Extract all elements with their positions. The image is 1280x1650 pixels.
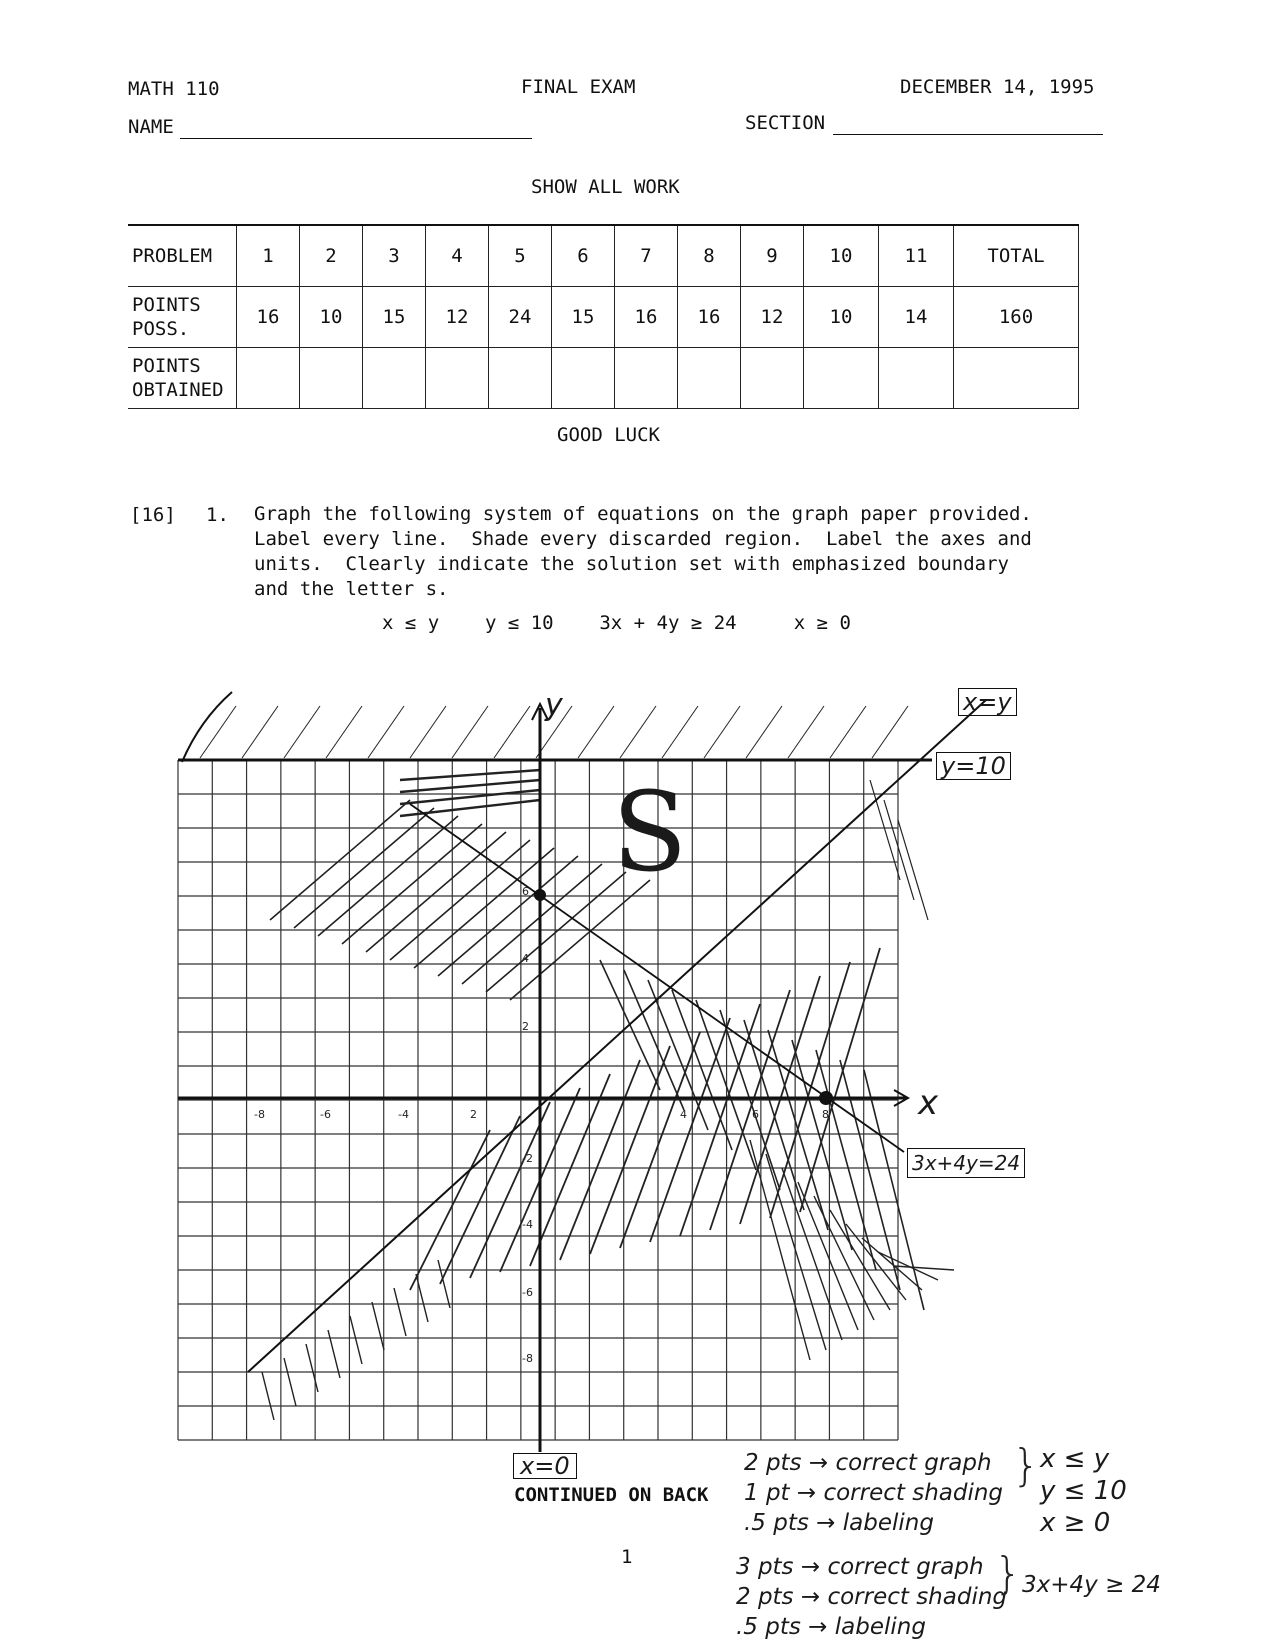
points-possible-cell: 12 <box>741 287 804 348</box>
hatch-stroke <box>494 706 530 758</box>
x-tick-label: -6 <box>320 1108 331 1121</box>
hatch-stroke <box>470 1102 550 1278</box>
grading-inequality: 3x+4y ≥ 24 <box>1022 1572 1161 1598</box>
y-tick-label: -6 <box>522 1286 533 1299</box>
hatch-stroke <box>200 706 236 758</box>
x-tick-label: -4 <box>398 1108 409 1121</box>
points-label-line1: POINTS <box>132 294 201 316</box>
good-luck: GOOD LUCK <box>557 424 660 446</box>
y-tick-label: 6 <box>522 885 529 898</box>
y-tick-label: -4 <box>522 1218 533 1231</box>
points-possible-cell: 10 <box>804 287 879 348</box>
hatch-stroke <box>366 832 506 952</box>
problem-points: [16] <box>130 504 176 526</box>
hatch-stroke <box>394 1288 406 1336</box>
problem-number: 3 <box>363 225 426 287</box>
continued-on-back: CONTINUED ON BACK <box>514 1484 709 1506</box>
hatch-stroke <box>872 706 908 758</box>
hatch-stroke <box>830 1210 890 1310</box>
points-possible-cell: 14 <box>879 287 954 348</box>
exam-date: DECEMBER 14, 1995 <box>900 76 1095 98</box>
grading-note: 2 pts → correct graph <box>744 1450 992 1476</box>
hatch-stroke <box>830 706 866 758</box>
problem-row-label: PROBLEM <box>128 225 237 287</box>
grading-note: .5 pts → labeling <box>736 1614 926 1640</box>
hatch-stroke <box>814 1196 874 1320</box>
label-3x-4y-24: 3x+4y=24 <box>907 1148 1025 1178</box>
problem-number: 1 <box>237 225 300 287</box>
hatch-stroke <box>486 872 626 992</box>
points-possible-cell: 16 <box>237 287 300 348</box>
hatch-stroke <box>746 706 782 758</box>
points-possible-cell: 15 <box>363 287 426 348</box>
hatch-stroke <box>410 706 446 758</box>
x-tick-label: 2 <box>470 1108 477 1121</box>
hatch-stroke <box>578 706 614 758</box>
points-possible-cell: 15 <box>552 287 615 348</box>
section-label: SECTION <box>745 112 826 134</box>
y-tick-label: 4 <box>522 952 529 965</box>
hatch-stroke <box>328 1330 340 1378</box>
total-points-cell: 160 <box>954 287 1079 348</box>
y-tick-label: 2 <box>522 1020 529 1033</box>
exam-title: FINAL EXAM <box>521 76 636 98</box>
solution-letter: S <box>612 768 688 896</box>
grading-inequality: x ≤ y <box>1040 1444 1110 1474</box>
hatch-stroke <box>798 1182 858 1330</box>
name-label: NAME <box>128 116 174 138</box>
hatch-stroke <box>704 706 740 758</box>
inequalities: x ≤ y y ≤ 10 3x + 4y ≥ 24 x ≥ 0 <box>382 612 851 634</box>
hatch-stroke <box>884 800 914 900</box>
grading-note: 2 pts → correct shading <box>736 1584 1008 1610</box>
points-possible-cell: 10 <box>300 287 363 348</box>
hatch-stroke <box>390 840 530 960</box>
label-x-eq-y: x=y <box>958 688 1017 716</box>
hand-stroke <box>182 692 232 762</box>
label-y-eq-10: y=10 <box>936 752 1011 780</box>
hatch-stroke <box>870 780 900 880</box>
points-possible-cell: 16 <box>615 287 678 348</box>
page-number: 1 <box>621 1546 633 1568</box>
problem-number-label: 1. <box>206 504 229 526</box>
x-tick-label: -8 <box>254 1108 265 1121</box>
total-header: TOTAL <box>954 225 1079 287</box>
hatch-stroke <box>620 706 656 758</box>
grading-note: .5 pts → labeling <box>744 1510 934 1536</box>
hatch-stroke <box>800 948 880 1212</box>
hatch-stroke <box>648 980 708 1130</box>
x-axis-label: x <box>918 1083 939 1123</box>
hatch-stroke <box>284 706 320 758</box>
hatch-stroke <box>262 1372 274 1420</box>
intercept-dot <box>819 1091 833 1105</box>
hatch-stroke <box>400 780 540 792</box>
obtained-label-line1: POINTS <box>132 355 201 377</box>
hatch-stroke <box>894 1266 954 1270</box>
hatch-stroke <box>284 1358 296 1406</box>
hatch-stroke <box>326 706 362 758</box>
points-label-line2: POSS. <box>132 318 190 340</box>
points-possible-cell: 24 <box>489 287 552 348</box>
grading-note: 3 pts → correct graph <box>736 1554 984 1580</box>
problem-line: Label every line. Shade every discarded region. Label the axes and <box>254 528 1032 550</box>
hatch-stroke <box>782 1168 842 1340</box>
show-all-work: SHOW ALL WORK <box>531 176 680 198</box>
problem-number: 5 <box>489 225 552 287</box>
problem-line: units. Clearly indicate the solution set with emphasized boundary <box>254 553 1009 575</box>
hatch-stroke <box>662 706 698 758</box>
points-possible-cell: 12 <box>426 287 489 348</box>
hatch-stroke <box>452 706 488 758</box>
hatch-stroke <box>306 1344 318 1392</box>
grading-inequality: x ≥ 0 <box>1040 1508 1111 1538</box>
hatch-stroke <box>270 800 410 920</box>
x-tick-label: 4 <box>680 1108 687 1121</box>
problem-number: 6 <box>552 225 615 287</box>
problem-line: and the letter s. <box>254 578 449 600</box>
hatch-stroke <box>372 1302 384 1350</box>
brace-1: } <box>1012 1440 1040 1491</box>
hatch-stroke <box>750 1140 810 1360</box>
hatch-stroke <box>672 990 732 1150</box>
y-tick-label: -8 <box>522 1352 533 1365</box>
label-x-eq-0: x=0 <box>513 1453 577 1479</box>
points-possible-cell: 16 <box>678 287 741 348</box>
hatch-stroke <box>318 816 458 936</box>
problem-number: 9 <box>741 225 804 287</box>
grading-note: 1 pt → correct shading <box>744 1480 1004 1506</box>
problem-number: 4 <box>426 225 489 287</box>
y-axis-label: y <box>545 688 563 723</box>
y-tick-label: -2 <box>522 1152 533 1165</box>
hatch-stroke <box>410 1130 490 1290</box>
hatch-stroke <box>342 824 482 944</box>
brace-2: } <box>994 1548 1022 1599</box>
hatch-stroke <box>242 706 278 758</box>
hatch-stroke <box>350 1316 362 1364</box>
problem-number: 11 <box>879 225 954 287</box>
hatch-stroke <box>898 820 928 920</box>
grading-inequality: y ≤ 10 <box>1040 1476 1127 1506</box>
x-tick-label: 6 <box>752 1108 759 1121</box>
hatch-stroke <box>400 770 540 780</box>
problem-number: 7 <box>615 225 678 287</box>
x-tick-label: 8 <box>822 1108 829 1121</box>
problem-line: Graph the following system of equations on the graph paper provided. <box>254 503 1032 525</box>
intercept-dot <box>534 889 546 901</box>
problem-number: 8 <box>678 225 741 287</box>
course-title: MATH 110 <box>128 78 220 100</box>
problem-number: 2 <box>300 225 363 287</box>
problem-number: 10 <box>804 225 879 287</box>
hatch-stroke <box>414 848 554 968</box>
obtained-label-line2: OBTAINED <box>132 379 224 401</box>
hatch-stroke <box>368 706 404 758</box>
hatch-stroke <box>788 706 824 758</box>
